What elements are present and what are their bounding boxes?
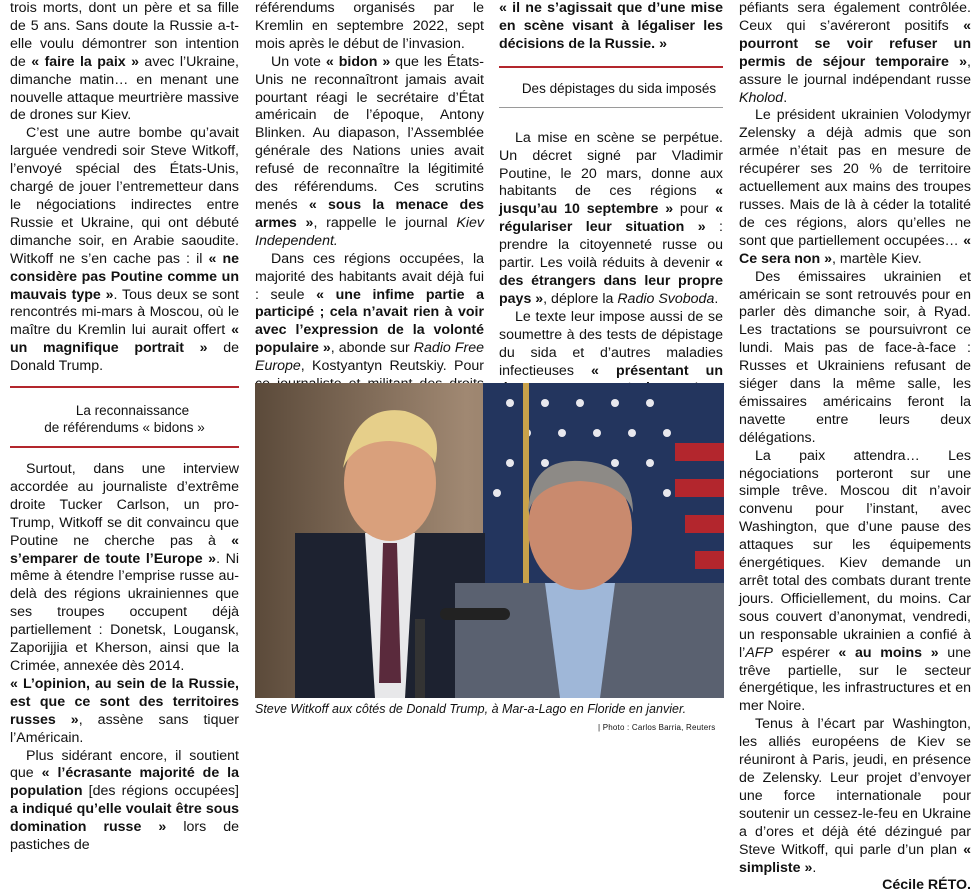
photo-caption: Steve Witkoff aux côtés de Donald Trump, à Mar-a-Lago en Floride en janvier. — [255, 702, 687, 716]
column-2 — [255, 0, 484, 430]
paragraph: Tenus à l’écart par Washington, les alliés européens de Kiev se réuniront à Paris, jeudi, en présence de Zelensky. Leur projet d’envoyer une force internationale pour soutenir un cessez-le-feu en Ukraine a d’ores et déjà été dézingué par Steve Witkoff, qui parle d’un plan « simpliste ». — [739, 716, 971, 876]
news-photo — [255, 383, 724, 698]
paragraph: référendums organisés par le Kremlin en septembre 2022, sept mois après le début de l’invasion. — [255, 0, 484, 52]
paragraph: La mise en scène se perpétue. Un décret signé par Vladimir Poutine, le 20 mars, donne aux habitants de ces régions « jusqu’au 10 septembre » pour « régulariser leur situation » : prendre la citoyenneté russe ou partir. Les voilà réduits à devenir « des étrangers dans leur propre pays », déplore la Radio Svoboda. — [499, 129, 723, 307]
section-subhead: La reconnaissance de référendums « bidons » — [44, 403, 205, 436]
paragraph: Des émissaires ukrainien et américain se sont retrouvés pour en parler dès dimanche soir, à Ryad. Les tractations se poursuivront ce lundi. Mais pas de face-à-face : Russes et Ukrainiens refusant de siéger dans la même salle, les émissaires américains feront la navette entre leurs deux délégations. — [739, 268, 971, 446]
photo-illustration — [255, 383, 724, 698]
column-3 — [499, 0, 723, 416]
paragraph: C’est une autre bombe qu’avait larguée vendredi soir Steve Witkoff, l’envoyé spécial des États-Unis, chargé de jouer l’entremetteur dans le négociations indirectes entre Russie et Ukraine, qui ont débuté dimanche soir, en Arabie saoudite. Witkoff ne s’en cache pas : il « ne considère pas Poutine comme un mauvais type ». Tous deux se sont rencontrés mi-mars à Moscou, où le maître du Kremlin lui aurait offert « un magnifique portrait » de Donald Trump. — [10, 125, 239, 375]
paragraph: Un vote « bidon » que les États-Unis ne reconnaîtront jamais avait pourtant réagi le secrétaire d’État américain de l’époque, Antony Blinken. Au diapason, l’Assemblée générale des Nations unies avait refusé de reconnaître la légitimité des référendums. Ces scrutins menés « sous la menace des armes », rappelle le journal Kiev Independent. — [255, 53, 485, 249]
paragraph: Dans ces régions occupées, la majorité des habitants avait déjà fui : seule « une infime partie a participé ; cela n’avait rien à voir avec l’expression de la volonté populaire », abonde sur Radio Free Europe, Kostyantyn Reutskiy. Pour — [255, 250, 485, 375]
paragraph: « L’opinion, au sein de la Russie, est que ce sont des territoires russes », assène sans tiquer l’Américain. — [10, 675, 239, 746]
column-4 — [739, 0, 971, 895]
paragraph: péfiants sera également contrôlée. Ceux qui s’avéreront positifs « pourront se voir refuser un permis de séjour temporaire », assure le journal indépendant russe Kholod. — [739, 0, 971, 106]
paragraph: Plus sidérant encore, il soutient que « l’écrasante majorité de la population [des régions occupées] a indiqué qu’elle voulait être sous domination russe » lors de pastiches de — [10, 747, 240, 854]
paragraph: Surtout, dans une interview accordée au journaliste d’extrême droite Tucker Carlson, un pro-Trump, Witkoff se dit convaincu que Poutine ne cherche pas à « s’emparer de toute l’Europe ». Ni même à étendre l’emprise russe au-delà des régions ukrainiennes que ses troupes occupent déjà partiellement : Donetsk, Lougansk, Zaporijjia et Kherson, ainsi que la Crimée, annexée dès 2014. — [10, 461, 239, 674]
paragraph: Le texte leur impose aussi de se soumettre à des tests de dépistage du sida et d’autres maladies infectieuses « présentant un — [499, 308, 723, 379]
column-1 — [10, 0, 239, 855]
paragraph: Le président ukrainien Volodymyr Zelensky a déjà admis que son armée n’était pas en mesure de récupérer ses 20 % de territoire actuellement aux mains des troupes russes. Mais de là à céder la totalité de ces régions, alors qu’elles ne sont que partiellement occupées… « Ce sera non », martèle Kiev. — [739, 107, 971, 267]
author-signature: Cécile RÉTO. — [882, 877, 971, 894]
section-subhead: Des dépistages du sida imposés — [521, 80, 717, 96]
paragraph: trois morts, dont un père et sa fille de 5 ans. Sans doute la Russie a-t-elle voulu démontrer son intention de « faire la paix » avec l’Ukraine, dimanche matin… en menant une nouvelle attaque meurtrière massive de drones sur Kiev. — [10, 0, 239, 124]
photo-credit: | Photo : Carlos Barria, Reuters — [598, 723, 716, 732]
paragraph: « il ne s’agissait que d’une mise en scène visant à légaliser les décisions de la Russie. » — [499, 0, 723, 52]
paragraph: La paix attendra… Les négociations porteront sur une simple trêve. Moscou dit n’avoir convenu pour l’instant, avec Washington, que d’une pause des attaques sur les équipements énergétiques. Kiev demande un arrêt total des combats durant trente jours. Officiellement, du moins. Car sous couvert d’anonymat, vendredi, un responsable ukrainien a confié à l’AFP espérer « au moins » une trêve partielle, sur le secteur énergétique, les infrastructures et en mer Noire. — [739, 447, 971, 715]
